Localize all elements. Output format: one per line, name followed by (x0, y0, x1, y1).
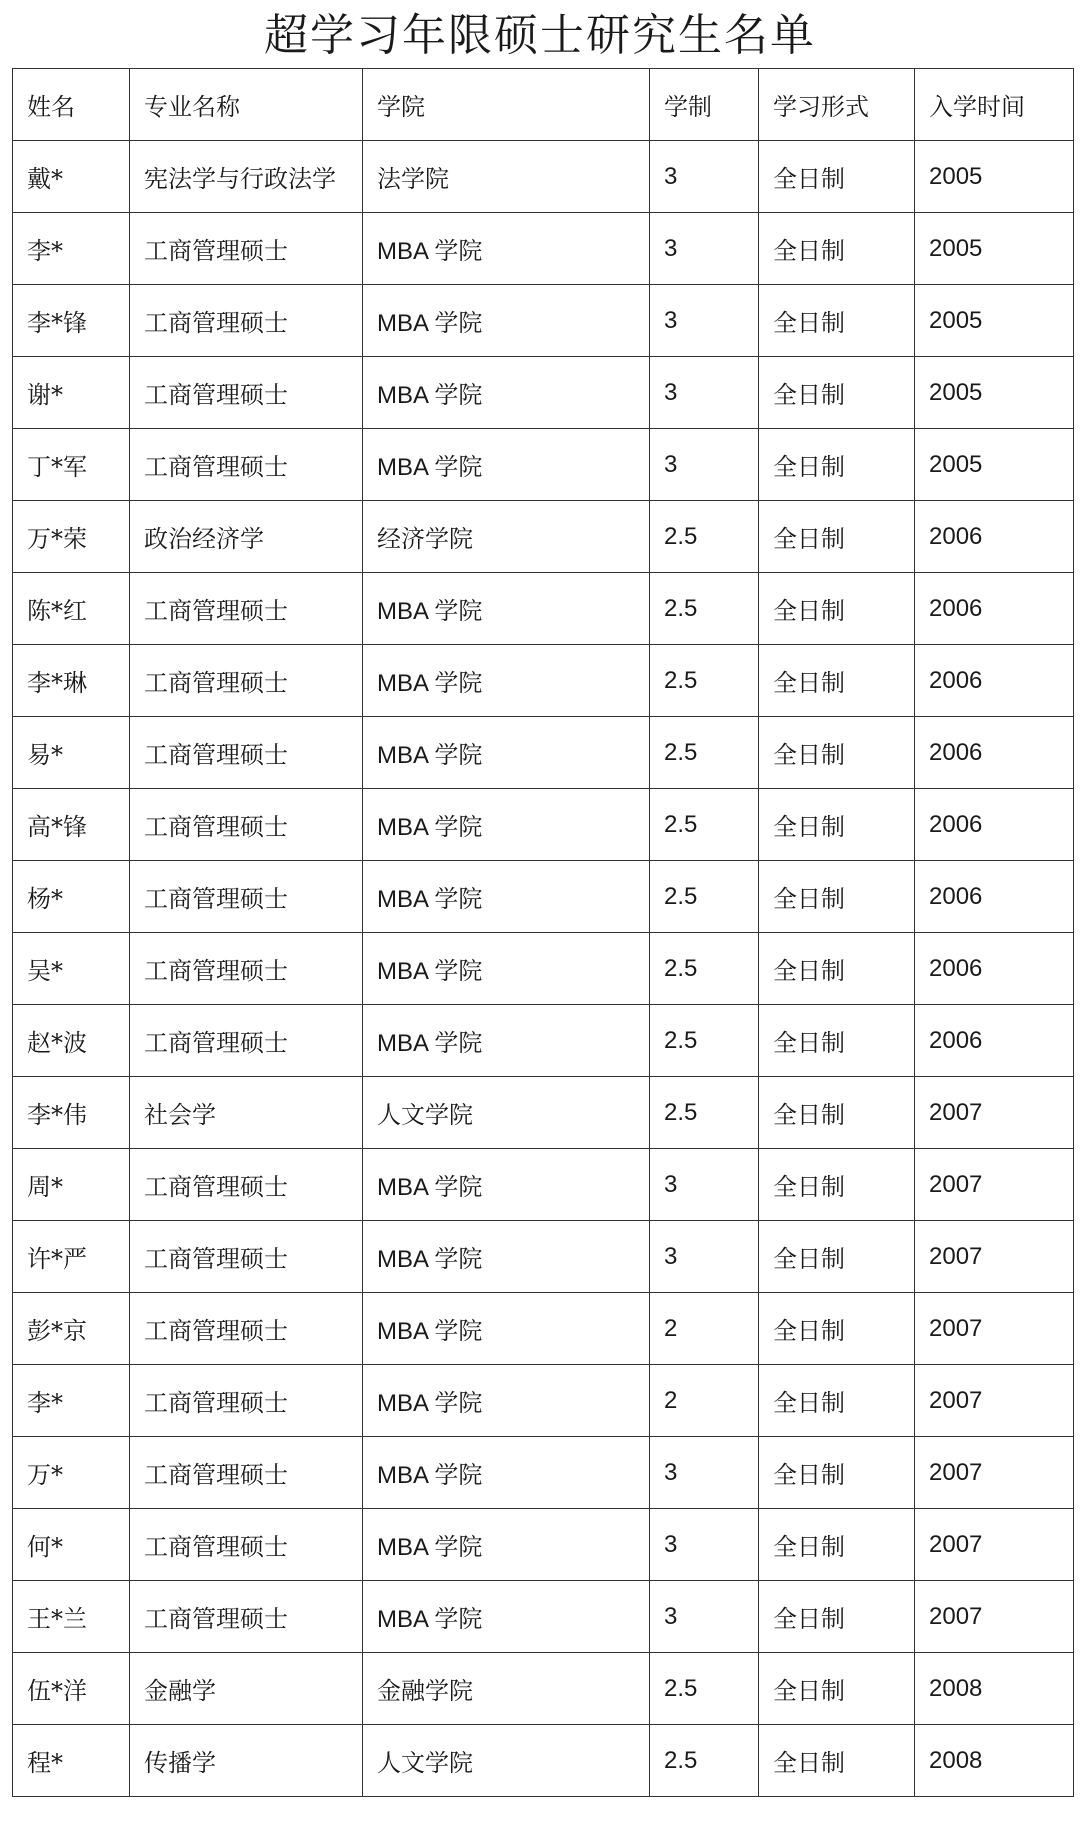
cell-enroll-year: 2007 (915, 1077, 1074, 1149)
cell-college: MBA 学院 (363, 933, 650, 1005)
cell-major: 工商管理硕士 (130, 1509, 363, 1581)
cell-duration: 2.5 (650, 1653, 759, 1725)
cell-college: MBA 学院 (363, 1149, 650, 1221)
cell-college: MBA 学院 (363, 573, 650, 645)
header-enroll-year: 入学时间 (915, 69, 1074, 141)
cell-name: 伍*洋 (13, 1653, 130, 1725)
table-row (13, 645, 1074, 717)
table-row (13, 1365, 1074, 1437)
cell-duration: 2.5 (650, 501, 759, 573)
cell-enroll-year: 2006 (915, 717, 1074, 789)
cell-enroll-year: 2007 (915, 1581, 1074, 1653)
cell-major: 传播学 (130, 1725, 363, 1797)
header-duration: 学制 (650, 69, 759, 141)
cell-college: MBA 学院 (363, 861, 650, 933)
cell-major: 工商管理硕士 (130, 933, 363, 1005)
cell-duration: 2.5 (650, 645, 759, 717)
cell-name: 许*严 (13, 1221, 130, 1293)
cell-duration: 3 (650, 1509, 759, 1581)
cell-enroll-year: 2008 (915, 1653, 1074, 1725)
table-row (13, 1005, 1074, 1077)
table-row (13, 213, 1074, 285)
cell-name: 李*伟 (13, 1077, 130, 1149)
cell-study-mode: 全日制 (759, 789, 915, 861)
cell-study-mode: 全日制 (759, 285, 915, 357)
cell-duration: 3 (650, 141, 759, 213)
cell-major: 工商管理硕士 (130, 1437, 363, 1509)
cell-duration: 3 (650, 1149, 759, 1221)
table-body (13, 141, 1074, 1797)
cell-duration: 3 (650, 213, 759, 285)
cell-major: 工商管理硕士 (130, 213, 363, 285)
cell-college: MBA 学院 (363, 717, 650, 789)
cell-major: 工商管理硕士 (130, 861, 363, 933)
cell-study-mode: 全日制 (759, 1509, 915, 1581)
cell-major: 工商管理硕士 (130, 285, 363, 357)
table-row (13, 1653, 1074, 1725)
student-roster-table (12, 68, 1074, 1797)
cell-duration: 2.5 (650, 1077, 759, 1149)
cell-major: 工商管理硕士 (130, 645, 363, 717)
table-row (13, 1077, 1074, 1149)
cell-enroll-year: 2007 (915, 1293, 1074, 1365)
cell-college: MBA 学院 (363, 1005, 650, 1077)
cell-major: 工商管理硕士 (130, 1581, 363, 1653)
cell-study-mode: 全日制 (759, 933, 915, 1005)
cell-study-mode: 全日制 (759, 1221, 915, 1293)
cell-college: MBA 学院 (363, 789, 650, 861)
cell-enroll-year: 2008 (915, 1725, 1074, 1797)
cell-college: MBA 学院 (363, 1293, 650, 1365)
cell-college: MBA 学院 (363, 1365, 650, 1437)
table-row (13, 1509, 1074, 1581)
table-row (13, 357, 1074, 429)
cell-study-mode: 全日制 (759, 1581, 915, 1653)
cell-major: 工商管理硕士 (130, 1365, 363, 1437)
cell-major: 社会学 (130, 1077, 363, 1149)
cell-name: 赵*波 (13, 1005, 130, 1077)
header-study-mode: 学习形式 (759, 69, 915, 141)
cell-major: 金融学 (130, 1653, 363, 1725)
header-major: 专业名称 (130, 69, 363, 141)
cell-name: 杨* (13, 861, 130, 933)
cell-name: 万* (13, 1437, 130, 1509)
cell-major: 宪法学与行政法学 (130, 141, 363, 213)
cell-college: 法学院 (363, 141, 650, 213)
table-row (13, 1149, 1074, 1221)
cell-study-mode: 全日制 (759, 141, 915, 213)
cell-college: 经济学院 (363, 501, 650, 573)
cell-duration: 3 (650, 285, 759, 357)
table-row (13, 573, 1074, 645)
cell-name: 王*兰 (13, 1581, 130, 1653)
cell-major: 工商管理硕士 (130, 717, 363, 789)
cell-college: MBA 学院 (363, 1221, 650, 1293)
cell-enroll-year: 2005 (915, 357, 1074, 429)
cell-enroll-year: 2006 (915, 501, 1074, 573)
cell-enroll-year: 2006 (915, 573, 1074, 645)
cell-study-mode: 全日制 (759, 861, 915, 933)
cell-name: 李*锋 (13, 285, 130, 357)
table-row (13, 141, 1074, 213)
cell-enroll-year: 2006 (915, 789, 1074, 861)
cell-name: 李* (13, 213, 130, 285)
cell-study-mode: 全日制 (759, 1437, 915, 1509)
cell-enroll-year: 2007 (915, 1221, 1074, 1293)
table-row (13, 1437, 1074, 1509)
cell-major: 工商管理硕士 (130, 1293, 363, 1365)
cell-study-mode: 全日制 (759, 645, 915, 717)
cell-major: 工商管理硕士 (130, 1149, 363, 1221)
cell-name: 彭*京 (13, 1293, 130, 1365)
table-row (13, 1293, 1074, 1365)
cell-name: 万*荣 (13, 501, 130, 573)
table-row (13, 1221, 1074, 1293)
cell-college: MBA 学院 (363, 429, 650, 501)
table-row (13, 933, 1074, 1005)
cell-duration: 3 (650, 1437, 759, 1509)
cell-name: 陈*红 (13, 573, 130, 645)
cell-major: 工商管理硕士 (130, 573, 363, 645)
cell-study-mode: 全日制 (759, 1005, 915, 1077)
cell-college: MBA 学院 (363, 213, 650, 285)
cell-enroll-year: 2006 (915, 1005, 1074, 1077)
cell-major: 工商管理硕士 (130, 357, 363, 429)
cell-study-mode: 全日制 (759, 1149, 915, 1221)
cell-name: 李*琳 (13, 645, 130, 717)
cell-duration: 2.5 (650, 789, 759, 861)
cell-enroll-year: 2007 (915, 1365, 1074, 1437)
cell-enroll-year: 2006 (915, 933, 1074, 1005)
cell-enroll-year: 2005 (915, 285, 1074, 357)
cell-duration: 3 (650, 357, 759, 429)
table-row (13, 1581, 1074, 1653)
header-college: 学院 (363, 69, 650, 141)
cell-college: MBA 学院 (363, 285, 650, 357)
cell-name: 高*锋 (13, 789, 130, 861)
cell-study-mode: 全日制 (759, 429, 915, 501)
cell-study-mode: 全日制 (759, 1077, 915, 1149)
cell-study-mode: 全日制 (759, 1365, 915, 1437)
cell-duration: 2 (650, 1293, 759, 1365)
cell-major: 工商管理硕士 (130, 789, 363, 861)
cell-study-mode: 全日制 (759, 357, 915, 429)
cell-name: 周* (13, 1149, 130, 1221)
cell-study-mode: 全日制 (759, 1293, 915, 1365)
cell-name: 易* (13, 717, 130, 789)
cell-study-mode: 全日制 (759, 717, 915, 789)
cell-name: 李* (13, 1365, 130, 1437)
cell-duration: 2.5 (650, 933, 759, 1005)
cell-enroll-year: 2006 (915, 861, 1074, 933)
cell-duration: 2.5 (650, 1725, 759, 1797)
cell-duration: 2.5 (650, 717, 759, 789)
cell-duration: 3 (650, 1581, 759, 1653)
cell-name: 谢* (13, 357, 130, 429)
cell-study-mode: 全日制 (759, 501, 915, 573)
header-name: 姓名 (13, 69, 130, 141)
cell-study-mode: 全日制 (759, 573, 915, 645)
cell-enroll-year: 2007 (915, 1437, 1074, 1509)
table-header-row (13, 69, 1074, 141)
cell-enroll-year: 2005 (915, 429, 1074, 501)
cell-college: MBA 学院 (363, 1509, 650, 1581)
cell-major: 工商管理硕士 (130, 429, 363, 501)
table-row (13, 861, 1074, 933)
cell-major: 政治经济学 (130, 501, 363, 573)
cell-name: 戴* (13, 141, 130, 213)
cell-duration: 2.5 (650, 861, 759, 933)
table-row (13, 429, 1074, 501)
cell-major: 工商管理硕士 (130, 1221, 363, 1293)
table-row (13, 789, 1074, 861)
cell-duration: 3 (650, 1221, 759, 1293)
cell-study-mode: 全日制 (759, 1725, 915, 1797)
cell-duration: 2.5 (650, 1005, 759, 1077)
cell-enroll-year: 2007 (915, 1509, 1074, 1581)
cell-name: 丁*军 (13, 429, 130, 501)
cell-college: MBA 学院 (363, 645, 650, 717)
table-row (13, 717, 1074, 789)
cell-name: 吴* (13, 933, 130, 1005)
table-row (13, 285, 1074, 357)
cell-enroll-year: 2005 (915, 213, 1074, 285)
cell-college: MBA 学院 (363, 1581, 650, 1653)
cell-college: 人文学院 (363, 1077, 650, 1149)
cell-enroll-year: 2007 (915, 1149, 1074, 1221)
cell-study-mode: 全日制 (759, 213, 915, 285)
cell-duration: 3 (650, 429, 759, 501)
cell-college: 金融学院 (363, 1653, 650, 1725)
cell-study-mode: 全日制 (759, 1653, 915, 1725)
table-row (13, 1725, 1074, 1797)
cell-duration: 2.5 (650, 573, 759, 645)
cell-major: 工商管理硕士 (130, 1005, 363, 1077)
cell-college: MBA 学院 (363, 357, 650, 429)
page-title: 超学习年限硕士研究生名单 (264, 10, 816, 61)
cell-name: 程* (13, 1725, 130, 1797)
cell-enroll-year: 2005 (915, 141, 1074, 213)
cell-duration: 2 (650, 1365, 759, 1437)
cell-name: 何* (13, 1509, 130, 1581)
cell-college: 人文学院 (363, 1725, 650, 1797)
cell-college: MBA 学院 (363, 1437, 650, 1509)
table-row (13, 501, 1074, 573)
cell-enroll-year: 2006 (915, 645, 1074, 717)
